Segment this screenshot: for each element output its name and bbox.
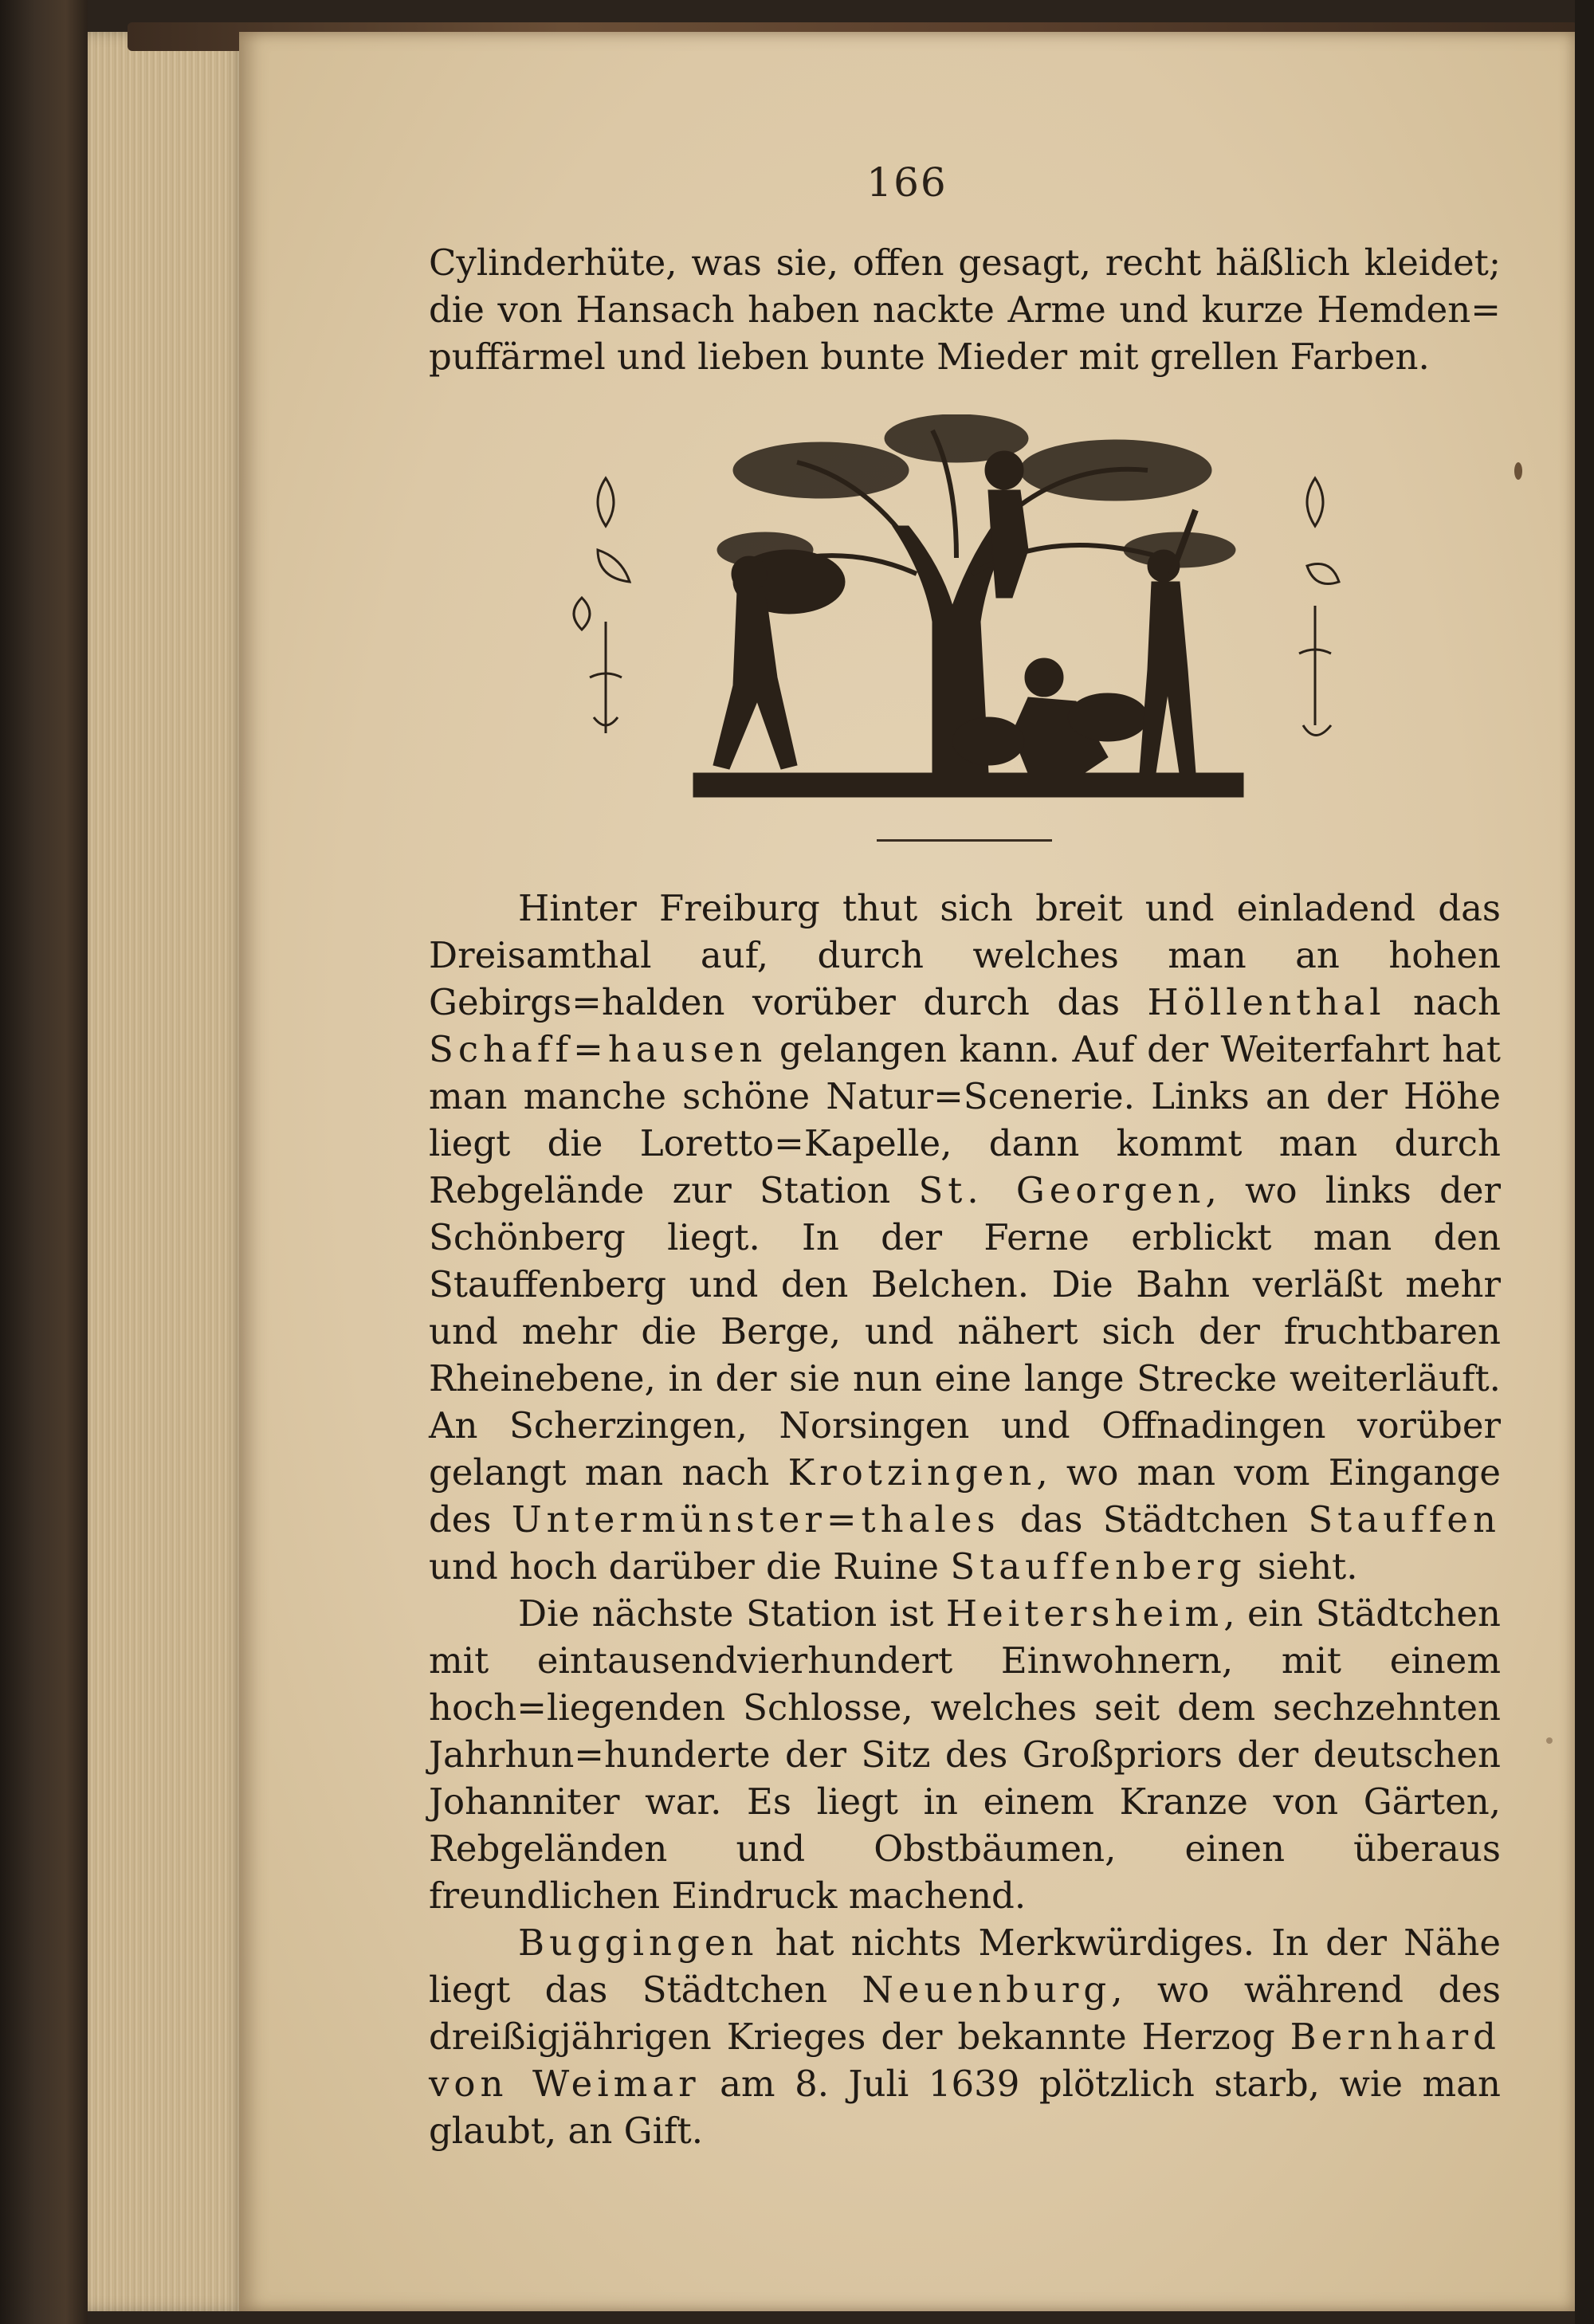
paragraph (429, 1919, 1501, 2154)
paragraph (429, 885, 1501, 1590)
page-number: 166 (866, 159, 948, 206)
place-name: Schaff=hausen (429, 1028, 768, 1070)
text-run: , wo während des dreißigjährigen Krieges der bekannte Herzog (429, 1969, 1501, 2058)
place-name: Buggingen (518, 1922, 759, 1964)
text-run: das Städtchen (999, 1498, 1309, 1541)
text-run: Die nächste Station ist (518, 1592, 946, 1635)
right-ornament (1299, 478, 1339, 736)
place-name: Stauffen (1308, 1498, 1501, 1541)
ground-hatching (693, 773, 1243, 797)
text-run: sieht. (1246, 1545, 1358, 1588)
text-run: , wo links der Schönberg liegt. In der Ferne erblickt man den Stauffenberg und den Belchen. Die Bahn verläßt mehr und mehr die Berge, und nähert sich der fruchtbaren Rheinebene, in der sie nun eine lange Strecke weiterläuft. An Scherzingen, Norsingen und Offnadingen vorüber gelangt man nach (429, 1169, 1501, 1494)
place-name: Stauffenberg (950, 1545, 1247, 1588)
page-edges (88, 32, 247, 2311)
left-ornament (574, 478, 630, 733)
place-name: St. Georgen (918, 1169, 1206, 1211)
text-run: , wo man vom Eingange des (429, 1451, 1502, 1541)
text-run: und hoch darüber die Ruine (429, 1545, 951, 1588)
text-run: am 8. Juli 1639 plötzlich starb, wie man glaubt, an Gift. (429, 2063, 1501, 2152)
page-stain (1514, 462, 1522, 480)
text-run: , ein Städtchen mit eintausendvierhundert Einwohnern, mit einem hoch=liegenden Schlosse, welches seit dem sechzehnten Jahrhun=hunderte der Sitz des Großpriors der deutschen Johanniter war. Es liegt in einem Kranze von Gärten, Rebgeländen und Obstbäumen, einen überaus freundlichen Eindruck machend. (429, 1592, 1501, 1917)
place-name: Untermünster=thales (511, 1498, 1000, 1541)
section-divider (877, 839, 1052, 842)
page-stain (1546, 1737, 1553, 1744)
text-line: puffärmel und lieben bunte Mieder mit grellen Farben. (429, 336, 1430, 378)
text-line: Cylinderhüte, was sie, offen gesagt, recht häßlich kleidet; (429, 241, 1501, 284)
main-text (429, 885, 1501, 2154)
text-run: gelangen kann. Auf der Weiterfahrt hat man manche schöne Natur=Scenerie. Links an der Höhe liegt die Loretto=Kapelle, dann kommt man durch Rebgelände zur Station (429, 1028, 1501, 1211)
book-binding (0, 0, 88, 2324)
text-line: die von Hansach haben nackte Arme und kurze Hemden= (429, 289, 1501, 331)
place-name: Krotzingen (787, 1451, 1037, 1494)
right-gutter (1575, 0, 1594, 2324)
place-name: Neuenburg (862, 1969, 1112, 2011)
place-name: Höllenthal (1147, 981, 1386, 1023)
text-run: nach (1385, 981, 1501, 1023)
text-run: Hinter Freiburg thut sich breit und einladend das Dreisamthal auf, durch welches man an hohen Gebirgs=halden vorüber durch das (429, 887, 1501, 1023)
paragraph (429, 1590, 1501, 1919)
text-run: hat nichts Merkwürdiges. In der Nähe liegt das Städtchen (429, 1922, 1501, 2011)
person-name: Bernhard von Weimar (429, 2016, 1501, 2105)
top-paragraph (429, 239, 1501, 380)
tree-foliage (717, 414, 1235, 567)
place-name: Heitersheim (945, 1592, 1224, 1635)
figure-carrier (713, 550, 845, 769)
engraving-illustration (558, 414, 1387, 813)
